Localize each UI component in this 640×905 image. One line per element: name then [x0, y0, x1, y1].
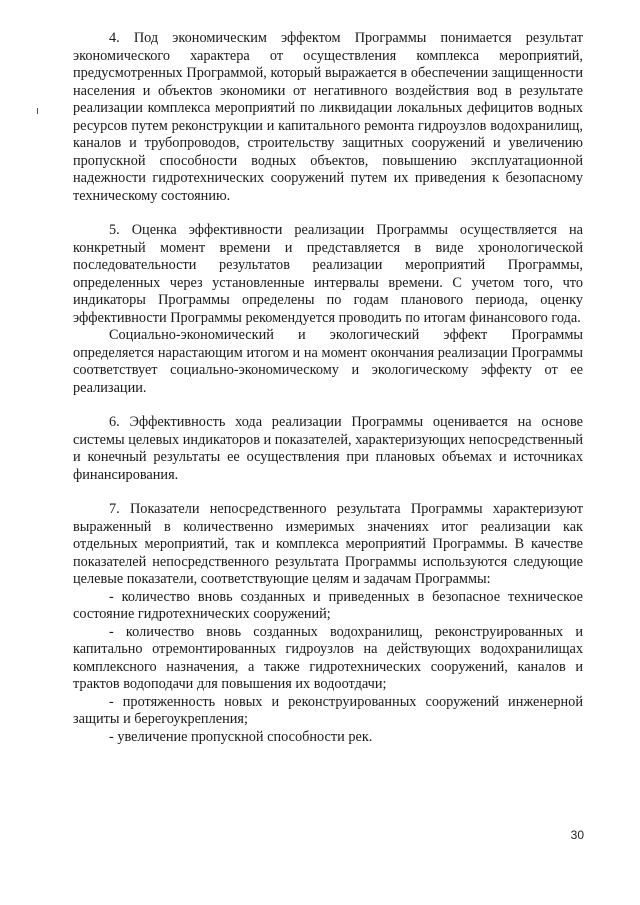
list-item-reservoirs: - количество вновь созданных водохранилищ, реконструированных и капитально отремонтированных гидроузлов на действующих водохранилищах комплексного назначения, а также гидротехнических сооружений, каналов и трактов водоподачи для повышения их водоотдачи; — [73, 623, 583, 692]
margin-mark — [37, 108, 38, 114]
page-number: 30 — [570, 828, 584, 842]
paragraph-progress-efficiency: 6. Эффективность хода реализации Программы оценивается на основе системы целевых индикаторов и показателей, характеризующих непосредственный и конечный результаты ее осуществления при плановых объемах и источниках финансирования. — [73, 414, 583, 483]
paragraph-socio-economic-effect: Социально-экономический и экологический эффект Программы определяется нарастающим итогом и на момент окончания реализации Программы соответствует социально-экономическому и экологическому эффекту от ее реализации. — [73, 327, 583, 396]
paragraph-direct-result-indicators: 7. Показатели непосредственного результата Программы характеризуют выраженный в количественно измеримых значениях итог реализации как отдельных мероприятий, так и комплекса мероприятий Программы. В качестве показателей непосредственного результата Программы используются следующие целевые показатели, соответствующие целям и задачам Программы: — [73, 501, 583, 587]
list-item-hydro-structures: - количество вновь созданных и приведенных в безопасное техническое состояние гидротехнических сооружений; — [73, 588, 583, 622]
list-item-protection-length: - протяженность новых и реконструированных сооружений инженерной защиты и берегоукрепления; — [73, 693, 583, 727]
list-item-river-capacity: - увеличение пропускной способности рек. — [109, 728, 373, 745]
paragraph-efficiency-assessment: 5. Оценка эффективности реализации Программы осуществляется на конкретный момент времени и представляется в виде хронологической последовательности результатов реализации мероприятий Программы, определенных через установленные интервалы времени. С учетом того, что индикаторы Программы определены по годам планового периода, оценку эффективности Программы рекомендуется проводить по итогам финансового года. — [73, 222, 583, 326]
paragraph-economic-effect: 4. Под экономическим эффектом Программы понимается результат экономического характера от осуществления комплекса мероприятий, предусмотренных Программой, который выражается в обеспечении защищенности населения и объектов экономики от негативного воздействия вод в результате реализации комплекса мероприятий по ликвидации локальных дефицитов водных ресурсов путем реконструкции и капитального ремонта гидроузлов водохранилищ, каналов и трубопроводов, строительству защитных сооружений и увеличению пропускной способности водных объектов, повышению эксплуатационной надежности гидротехнических сооружений путем их приведения к безопасному техническому состоянию. — [73, 30, 583, 204]
document-body — [73, 30, 583, 746]
